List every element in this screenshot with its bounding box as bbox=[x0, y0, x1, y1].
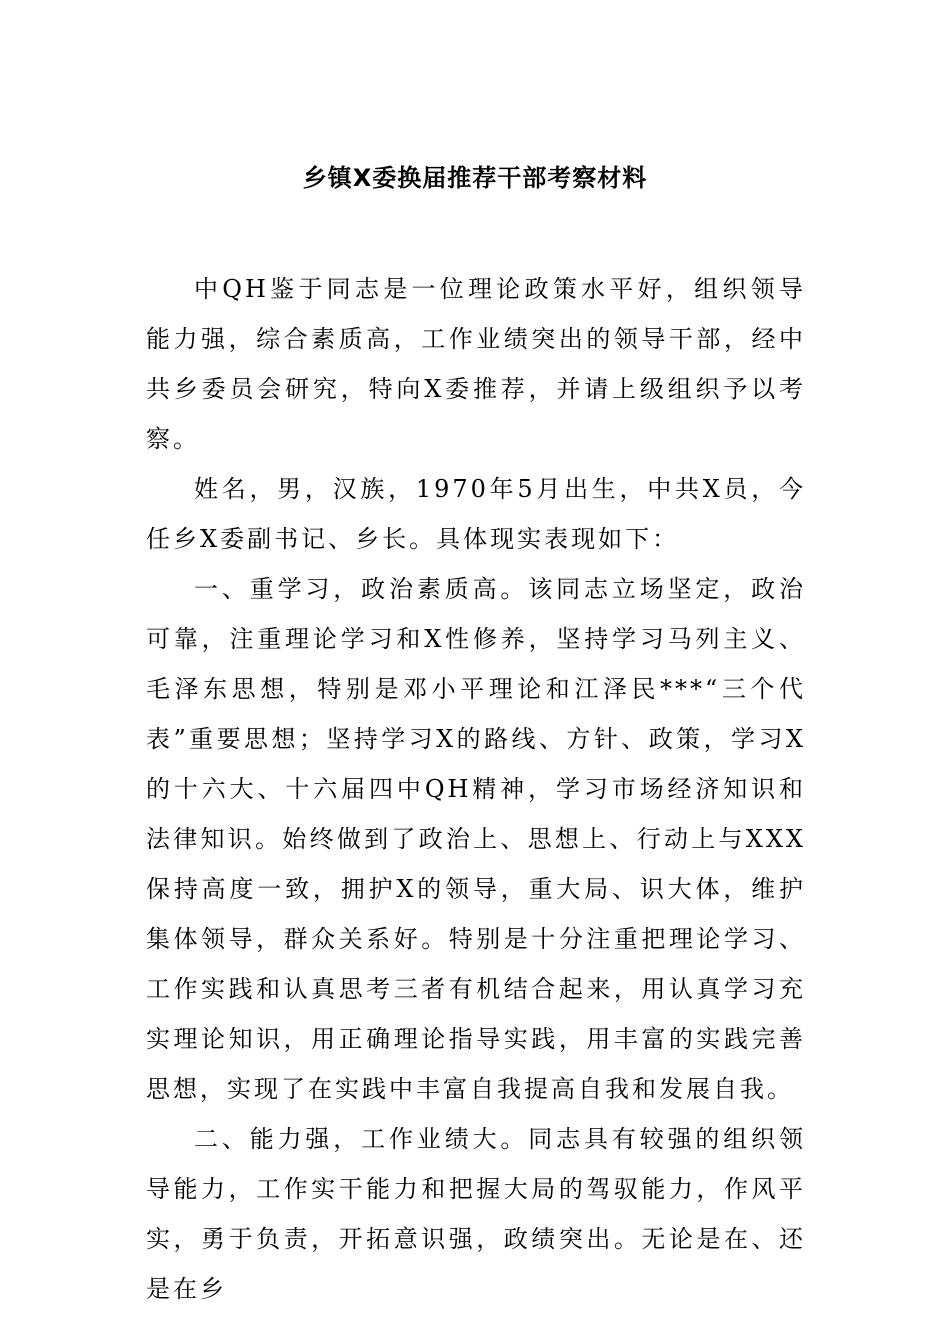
paragraph-basic-info: 姓名，男，汉族，1970年5月出生，中共X员，今任乡X委副书记、乡长。具体现实表现如下： bbox=[146, 475, 806, 553]
document-body bbox=[146, 264, 806, 1314]
paragraph-section-one: 一、重学习，政治素质高。该同志立场坚定，政治可靠，注重理论学习和X性修养，坚持学习马列主义、毛泽东思想，特别是邓小平理论和江泽民***“三个代表”重要思想；坚持学习X的路线、方针、政策，学习X的十六大、十六届四中QH精神，学习市场经济知识和法律知识。始终做到了政治上、思想上、行动上与XXX保持高度一致，拥护X的领导，重大局、识大体，维护集体领导，群众关系好。特别是十分注重把理论学习、工作实践和认真思考三者有机结合起来，用认真学习充实理论知识，用正确理论指导实践，用丰富的实践完善思想，实现了在实践中丰富自我提高自我和发展自我。 bbox=[146, 575, 806, 1103]
paragraph-intro: 中QH鉴于同志是一位理论政策水平好，组织领导能力强，综合素质高，工作业绩突出的领导干部，经中共乡委员会研究，特向X委推荐，并请上级组织予以考察。 bbox=[146, 275, 806, 453]
document-title: 乡镇X委换届推荐干部考察材料 bbox=[302, 164, 648, 192]
paragraph-section-two: 二、能力强，工作业绩大。同志具有较强的组织领导能力，工作实干能力和把握大局的驾驭能力，作风平实，勇于负责，开拓意识强，政绩突出。无论是在、还是在乡 bbox=[146, 1125, 806, 1303]
